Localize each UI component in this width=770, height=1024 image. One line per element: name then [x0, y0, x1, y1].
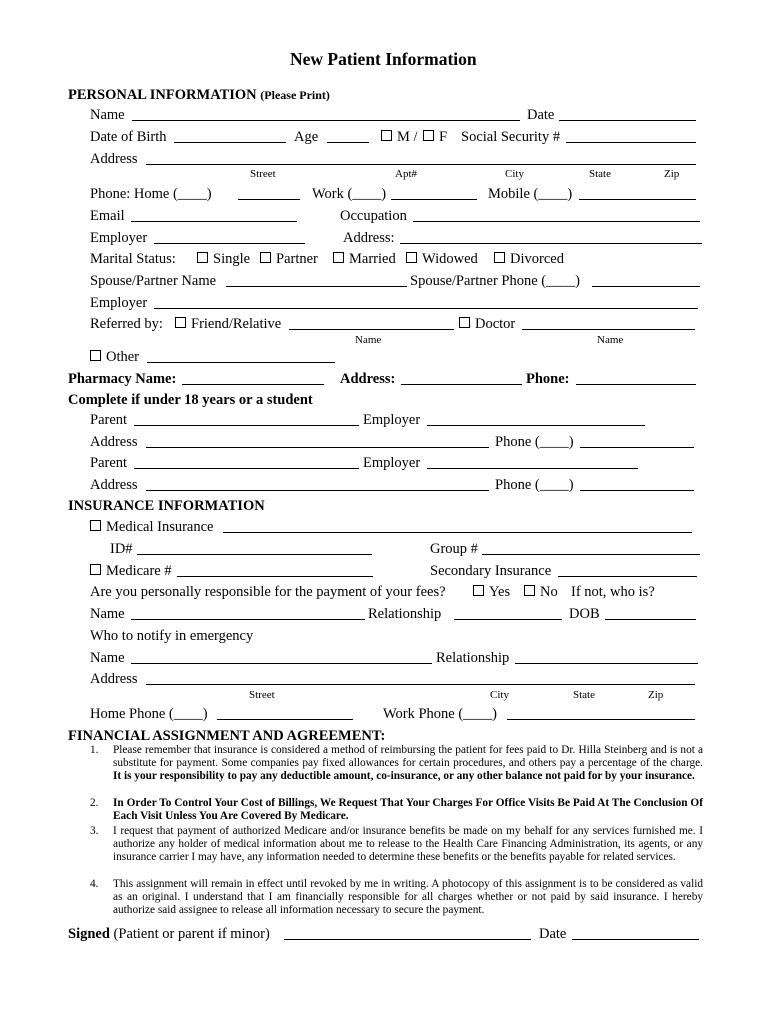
ins-sub-state: State	[573, 689, 595, 701]
spouse-name-field[interactable]	[226, 286, 407, 287]
emergency-work-phone-label: Work Phone (____)	[383, 706, 498, 722]
referred-friend-option[interactable]: Friend/Relative	[175, 315, 281, 333]
financial-item-3: I request that payment of authorized Medicare and/or insurance benefits be made on my behalf for any services furnished me. I authorize any holder of medical information about me to release to the Health Care Financing Administration, its agents, or any insurance carrier I may have, any information needed to determine these benefits or the benefits payable for related services.	[113, 825, 703, 864]
pharmacy-name-field[interactable]	[182, 384, 324, 385]
marital-single-option[interactable]: Single	[197, 250, 250, 268]
if-not-label: If not, who is?	[571, 584, 655, 600]
name-field[interactable]	[132, 120, 520, 121]
sub-zip: Zip	[664, 168, 680, 180]
employer-label: Employer	[90, 230, 148, 246]
email-label: Email	[90, 208, 125, 224]
address-field[interactable]	[146, 164, 696, 165]
emergency-relationship-field[interactable]	[515, 663, 698, 664]
parent1-phone-label: Phone (____)	[495, 434, 574, 450]
marital-married-option[interactable]: Married	[333, 250, 396, 268]
minor-heading: Complete if under 18 years or a student	[68, 392, 313, 408]
checkbox-icon	[423, 130, 434, 141]
checkbox-icon	[524, 585, 535, 596]
signature-date-label: Date	[539, 926, 567, 942]
sub-name-friend: Name	[355, 334, 382, 346]
age-field[interactable]	[327, 142, 369, 143]
sex-m-option[interactable]: M /	[381, 128, 418, 146]
financial-item-4: This assignment will remain in effect until revoked by me in writing. A photocopy of this assignment is to be considered as valid as an original. I understand that I am financially responsible for all charges whether or not paid by said insurance. I hereby authorize said assignee to release all information necessary to secure the payment.	[113, 878, 703, 917]
parent1-address-label: Address	[90, 434, 138, 450]
parent2-field[interactable]	[134, 468, 359, 469]
pharmacy-phone-field[interactable]	[576, 384, 696, 385]
emergency-home-phone-field[interactable]	[217, 719, 353, 720]
responsible-name-field[interactable]	[131, 619, 365, 620]
parent1-field[interactable]	[134, 425, 359, 426]
financial-item-1: Please remember that insurance is considered a method of reimbursing the patient for fees paid to Dr. Hilla Steinberg and is not a substitute for payment. Some companies pay fixed allowances for certain procedures, and others pay a percentage of the charge. It is your responsibility to pay any deductible amount, co-insurance, or any other balance not paid for by your insurance.	[113, 744, 703, 783]
dob-field[interactable]	[174, 142, 286, 143]
employer-address-field[interactable]	[400, 243, 702, 244]
address-label: Address	[90, 151, 138, 167]
work-phone-label: Work (____)	[312, 186, 387, 202]
financial-item-number: 4.	[90, 878, 99, 890]
mobile-phone-label: Mobile (____)	[488, 186, 573, 202]
occupation-label: Occupation	[340, 208, 407, 224]
parent1-employer-field[interactable]	[427, 425, 645, 426]
occupation-field[interactable]	[413, 221, 700, 222]
parent1-phone-field[interactable]	[580, 447, 694, 448]
home-phone-label: Phone: Home (____)	[90, 186, 212, 202]
work-phone-field[interactable]	[391, 199, 477, 200]
spouse-phone-field[interactable]	[592, 286, 700, 287]
referred-other-option[interactable]: Other	[90, 348, 139, 366]
financial-heading: FINANCIAL ASSIGNMENT AND AGREEMENT:	[68, 728, 386, 744]
sub-name-doctor: Name	[597, 334, 624, 346]
relationship-label: Relationship	[368, 606, 442, 622]
financial-item-number: 1.	[90, 744, 99, 756]
ssn-label: Social Security #	[461, 129, 561, 145]
name-label: Name	[90, 107, 125, 123]
signature-field[interactable]	[284, 939, 531, 940]
emergency-name-label: Name	[90, 650, 125, 666]
checkbox-icon	[333, 252, 344, 263]
medicare-option[interactable]: Medicare #	[90, 562, 172, 580]
personal-heading: PERSONAL INFORMATION (Please Print)	[68, 87, 330, 103]
notify-label: Who to notify in emergency	[90, 628, 254, 644]
financial-item-number: 3.	[90, 825, 99, 837]
responsible-no-option[interactable]: No	[524, 583, 558, 601]
checkbox-icon	[260, 252, 271, 263]
medical-insurance-option[interactable]: Medical Insurance	[90, 518, 214, 536]
emergency-home-phone-label: Home Phone (____)	[90, 706, 208, 722]
sub-apt: Apt#	[395, 168, 417, 180]
financial-item-2: In Order To Control Your Cost of Billings, We Request That Your Charges For Office Visits Be Paid At The Conclusion Of Each Visit Unless You Are Covered By Medicare.	[113, 797, 703, 823]
sex-f-option[interactable]: F	[423, 128, 447, 146]
emergency-address-label: Address	[90, 671, 138, 687]
responsible-question: Are you personally responsible for the payment of your fees?	[90, 584, 446, 600]
referred-doctor-field[interactable]	[522, 329, 695, 330]
ssn-field[interactable]	[566, 142, 696, 143]
parent1-employer-label: Employer	[363, 412, 421, 428]
financial-item-number: 2.	[90, 797, 99, 809]
sub-state: State	[589, 168, 611, 180]
email-field[interactable]	[131, 221, 297, 222]
parent2-label: Parent	[90, 455, 128, 471]
parent2-employer-field[interactable]	[427, 468, 638, 469]
ins-sub-street: Street	[249, 689, 275, 701]
parent1-address-field[interactable]	[146, 447, 489, 448]
spouse-name-label: Spouse/Partner Name	[90, 273, 217, 289]
employer-field[interactable]	[154, 243, 305, 244]
signature-date-field[interactable]	[572, 939, 699, 940]
sub-city: City	[505, 168, 524, 180]
date-label: Date	[527, 107, 555, 123]
checkbox-icon	[90, 520, 101, 531]
marital-partner-option[interactable]: Partner	[260, 250, 318, 268]
id-field[interactable]	[137, 554, 372, 555]
checkbox-icon	[90, 564, 101, 575]
emergency-address-field[interactable]	[146, 684, 695, 685]
id-label: ID#	[110, 541, 133, 557]
sub-street: Street	[250, 168, 276, 180]
parent2-employer-label: Employer	[363, 455, 421, 471]
responsible-dob-field[interactable]	[605, 619, 696, 620]
marital-divorced-option[interactable]: Divorced	[494, 250, 564, 268]
checkbox-icon	[381, 130, 392, 141]
pharmacy-name-label: Pharmacy Name:	[68, 371, 177, 387]
secondary-insurance-label: Secondary Insurance	[430, 563, 552, 579]
insurance-heading: INSURANCE INFORMATION	[68, 498, 265, 514]
medical-insurance-field[interactable]	[223, 532, 692, 533]
checkbox-icon	[406, 252, 417, 263]
checkbox-icon	[473, 585, 484, 596]
ins-sub-zip: Zip	[648, 689, 664, 701]
medicare-field[interactable]	[177, 576, 373, 577]
referred-doctor-option[interactable]: Doctor	[459, 315, 515, 333]
mobile-phone-field[interactable]	[579, 199, 696, 200]
parent2-phone-label: Phone (____)	[495, 477, 574, 493]
parent1-label: Parent	[90, 412, 128, 428]
marital-widowed-option[interactable]: Widowed	[406, 250, 478, 268]
date-field[interactable]	[559, 120, 696, 121]
spouse-employer-field[interactable]	[154, 308, 698, 309]
referred-other-field[interactable]	[147, 362, 335, 363]
employer-address-label: Address:	[343, 230, 395, 246]
checkbox-icon	[197, 252, 208, 263]
secondary-insurance-field[interactable]	[558, 576, 697, 577]
parent2-address-label: Address	[90, 477, 138, 493]
page-title: New Patient Information	[290, 49, 477, 69]
age-label: Age	[294, 129, 319, 145]
responsible-name-label: Name	[90, 606, 125, 622]
responsible-yes-option[interactable]: Yes	[473, 583, 510, 601]
emergency-work-phone-field[interactable]	[507, 719, 695, 720]
responsible-dob-label: DOB	[569, 606, 600, 622]
home-phone-field[interactable]	[238, 199, 300, 200]
marital-label: Marital Status:	[90, 251, 176, 267]
emergency-name-field[interactable]	[131, 663, 432, 664]
relationship-field[interactable]	[454, 619, 562, 620]
referred-friend-field[interactable]	[289, 329, 454, 330]
parent2-address-field[interactable]	[146, 490, 489, 491]
dob-label: Date of Birth	[90, 129, 167, 145]
pharmacy-phone-label: Phone:	[526, 371, 570, 387]
parent2-phone-field[interactable]	[580, 490, 694, 491]
checkbox-icon	[494, 252, 505, 263]
group-label: Group #	[430, 541, 478, 557]
checkbox-icon	[90, 350, 101, 361]
signed-label: Signed (Patient or parent if minor)	[68, 926, 270, 942]
referred-label: Referred by:	[90, 316, 163, 332]
ins-sub-city: City	[490, 689, 509, 701]
emergency-relationship-label: Relationship	[436, 650, 510, 666]
pharmacy-address-field[interactable]	[401, 384, 522, 385]
checkbox-icon	[175, 317, 186, 328]
pharmacy-address-label: Address:	[340, 371, 396, 387]
checkbox-icon	[459, 317, 470, 328]
spouse-employer-label: Employer	[90, 295, 148, 311]
spouse-phone-label: Spouse/Partner Phone (____)	[410, 273, 580, 289]
group-field[interactable]	[482, 554, 700, 555]
